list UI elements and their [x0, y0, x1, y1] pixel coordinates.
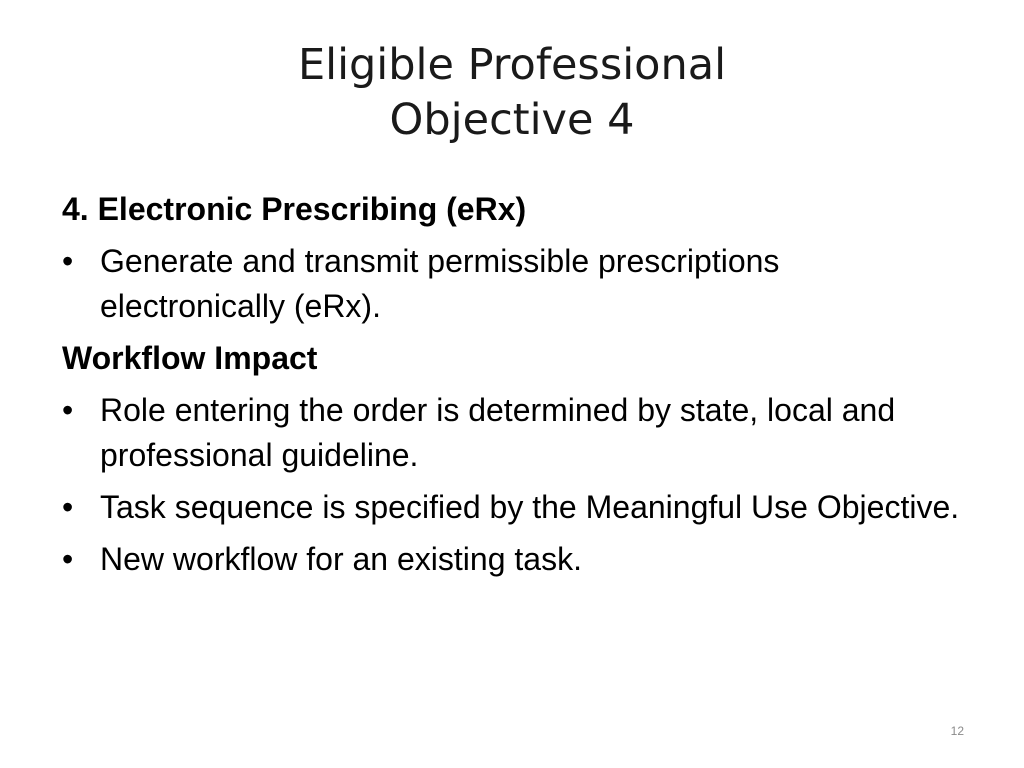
page-number: 12 [950, 724, 964, 738]
slide-title [62, 38, 962, 148]
slide-title-line-2: Objective 4 [389, 95, 635, 145]
bullet-icon [62, 388, 100, 433]
bullet-item [62, 485, 962, 530]
bullet-text: Role entering the order is determined by state, local and professional guideline. [100, 392, 896, 473]
bullet-icon [62, 537, 100, 582]
bullet-text: Generate and transmit permissible prescriptions electronically (eRx). [100, 243, 780, 324]
section-heading-erx: 4. Electronic Prescribing (eRx) [62, 191, 527, 227]
bullet-text: New workflow for an existing task. [100, 541, 582, 577]
bullet-icon [62, 485, 100, 530]
bullet-item [62, 388, 962, 478]
bullet-icon [62, 239, 100, 284]
bullet-item [62, 239, 962, 329]
section-heading-workflow-impact: Workflow Impact [62, 340, 318, 376]
bullet-text: Task sequence is specified by the Meaningful Use Objective. [100, 489, 960, 525]
slide-title-line-1: Eligible Professional [297, 40, 727, 90]
slide-body [62, 187, 962, 589]
bullet-item [62, 537, 962, 582]
